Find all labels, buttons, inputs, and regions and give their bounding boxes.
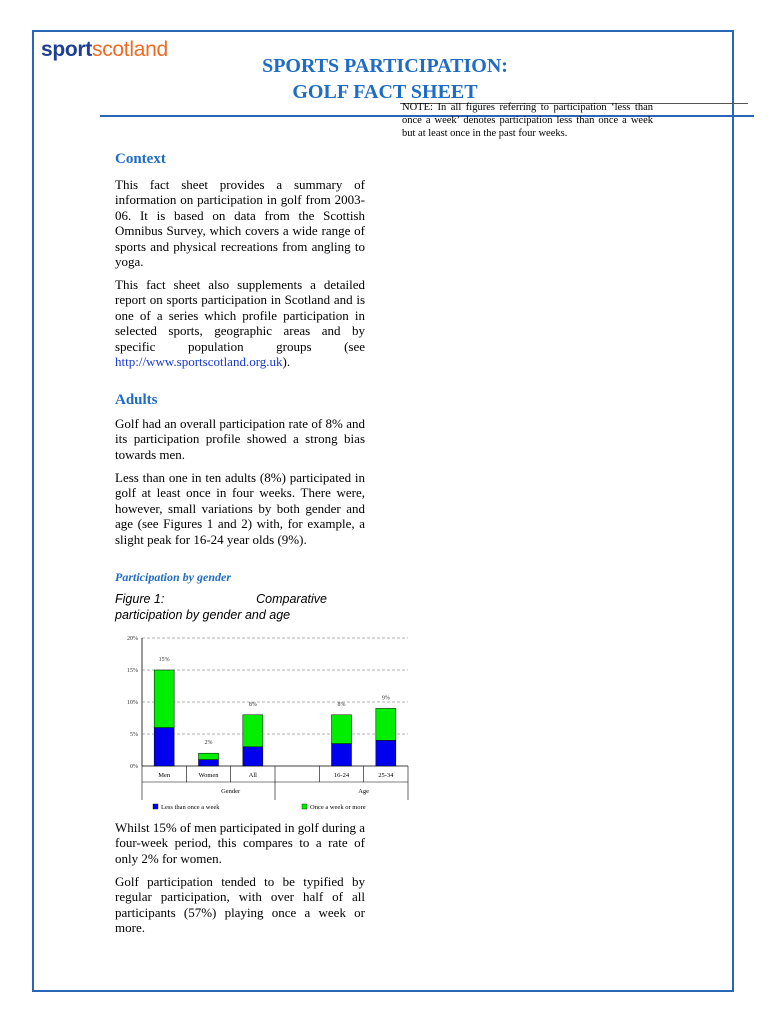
x-tick-label: 25-34	[378, 772, 394, 779]
legend-label-more: Once a week or more	[310, 804, 366, 811]
bar-weekly-or-more	[243, 715, 263, 747]
bar-less-than-weekly	[154, 728, 174, 766]
legend-swatch-more	[302, 804, 307, 809]
bar-weekly-or-more	[154, 670, 174, 728]
legend-label-less: Less than once a week	[161, 804, 220, 811]
figure-1-caption: Figure 1: Comparative participation by gender and age	[115, 592, 327, 622]
bar-less-than-weekly	[199, 760, 219, 766]
title-line-2: GOLF FACT SHEET	[292, 81, 478, 103]
participation-by-gender-subheading: Participation by gender	[115, 570, 231, 584]
y-tick-label: 15%	[127, 668, 138, 674]
data-label: 2%	[204, 740, 213, 747]
sportscotland-link[interactable]: http://www.sportscotland.org.uk	[115, 354, 283, 370]
bar-less-than-weekly	[332, 744, 352, 766]
data-label: 8%	[248, 701, 257, 708]
bar-weekly-or-more	[376, 708, 396, 740]
context-heading: Context	[115, 151, 166, 167]
data-label: 8%	[337, 701, 346, 708]
bar-less-than-weekly	[376, 740, 396, 766]
data-label: 9%	[381, 695, 390, 702]
bar-less-than-weekly	[243, 747, 263, 766]
adults-paragraph-3: Whilst 15% of men participated in golf during a four-week period, this compares to a rate of only 2% for women.	[115, 820, 365, 866]
context-paragraph-2: This fact sheet also supplements a detailed report on sports participation in Scotland and is one of a series which profile participation in selected sports, geographic areas and by specific population groups (see http://www.sportscotland.org.uk).	[115, 277, 365, 370]
adults-heading: Adults	[115, 392, 158, 408]
title-line-1: SPORTS PARTICIPATION:	[262, 55, 508, 77]
x-tick-label: Women	[198, 772, 219, 779]
legend-swatch-less	[153, 804, 158, 809]
data-label: 15%	[158, 657, 170, 663]
y-tick-label: 20%	[127, 636, 138, 642]
context-paragraph-1: This fact sheet provides a summary of information on participation in golf from 2003-06. It is based on data from the Scottish Omnibus Survey, which covers a wide range of sports and physical recreations from angling to yoga.	[115, 177, 365, 270]
y-tick-label: 0%	[130, 764, 138, 770]
sportscotland-logo: sportscotland	[41, 38, 168, 61]
adults-paragraph-2: Less than one in ten adults (8%) participated in golf at least once in four weeks. There were, however, small variations by both gender and age (see Figures 1 and 2) with, for example, a slight peak for 16-24 year olds (9%).	[115, 470, 365, 547]
bar-weekly-or-more	[332, 715, 352, 744]
x-tick-label: 16-24	[333, 772, 350, 779]
adults-paragraph-1: Golf had an overall participation rate of 8% and its participation profile showed a strong bias towards men.	[115, 416, 365, 462]
participation-chart	[110, 628, 420, 818]
x-tick-label: Men	[158, 772, 171, 779]
y-tick-label: 5%	[130, 732, 138, 738]
adults-paragraph-4: Golf participation tended to be typified by regular participation, with over half of all participants (57%) playing once a week or more.	[115, 874, 365, 936]
bar-weekly-or-more	[199, 753, 219, 759]
page-title	[200, 53, 570, 105]
x-tick-label: All	[248, 772, 257, 779]
group-label-age: Age	[358, 788, 370, 795]
note-text: NOTE: In all figures referring to participation ‘less than once a week’ denotes participation less than once a week but at least once in the past four weeks.	[402, 102, 653, 139]
group-label-gender: Gender	[221, 788, 241, 795]
y-tick-label: 10%	[127, 700, 138, 706]
